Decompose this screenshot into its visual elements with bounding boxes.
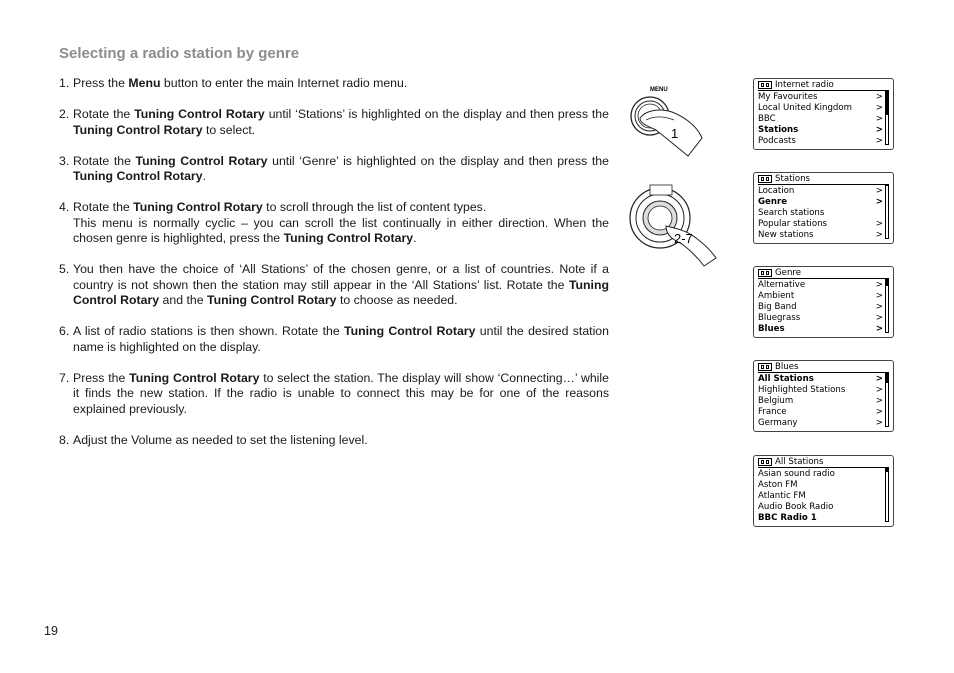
internet-radio-icon: [758, 175, 772, 183]
menu-item: [758, 491, 883, 502]
step-number: 1.: [59, 76, 70, 90]
step-text: Rotate the Tuning Control Rotary to scroll through the list of content types. This menu is normally cyclic – you can scroll the list continually in either direction. When the chosen genre is highlighted, press the Tuning Control Rotary.: [73, 200, 609, 245]
menu-item-label: Local United Kingdom: [758, 103, 852, 113]
menu-item-label: BBC: [758, 114, 776, 124]
instruction-step: [59, 200, 609, 247]
menu-item-highlighted: [758, 513, 883, 524]
scrollbar: [885, 279, 889, 333]
callout-2-7: 2-7: [674, 231, 693, 246]
instruction-step: [59, 154, 609, 185]
internet-radio-icon: [758, 363, 772, 371]
menu-item-label: Audio Book Radio: [758, 502, 834, 512]
scrollbar: [885, 185, 889, 239]
chevron-right-icon: >: [875, 114, 883, 124]
menu-item-label: New stations: [758, 230, 814, 240]
menu-item-label: Blues: [758, 324, 785, 334]
scrollbar-thumb: [886, 374, 888, 383]
lcd-screen-stations: [753, 172, 894, 244]
step-number: 5.: [59, 262, 70, 276]
instruction-step: [59, 433, 609, 449]
menu-label: MENU: [650, 87, 668, 93]
screen-header: [758, 80, 889, 91]
instruction-step: [59, 76, 609, 92]
menu-item: [758, 396, 883, 407]
scrollbar-thumb: [886, 280, 888, 286]
menu-item: [758, 103, 883, 114]
callout-1: 1: [671, 126, 679, 141]
menu-item: [758, 291, 883, 302]
menu-item: [758, 480, 883, 491]
chevron-right-icon: >: [875, 197, 883, 207]
menu-item-label: Highlighted Stations: [758, 385, 846, 395]
menu-item: [758, 418, 883, 429]
chevron-right-icon: >: [875, 313, 883, 323]
chevron-right-icon: >: [875, 230, 883, 240]
screen-title: All Stations: [775, 456, 824, 467]
step-number: 6.: [59, 324, 70, 338]
screen-header: [758, 174, 889, 185]
instruction-step: [59, 262, 609, 309]
menu-item-label: Bluegrass: [758, 313, 801, 323]
menu-item-highlighted: [758, 374, 883, 385]
menu-item-label: My Favourites: [758, 92, 818, 102]
chevron-right-icon: >: [875, 103, 883, 113]
menu-item: [758, 230, 883, 241]
menu-item: [758, 302, 883, 313]
menu-item: [758, 114, 883, 125]
scrollbar: [885, 91, 889, 145]
step-number: 3.: [59, 153, 70, 168]
chevron-right-icon: >: [875, 396, 883, 406]
step-number: 7.: [59, 370, 70, 385]
chevron-right-icon: >: [875, 219, 883, 229]
screen-title: Internet radio: [775, 79, 834, 90]
screen-header: [758, 362, 889, 373]
internet-radio-icon: [758, 458, 772, 466]
step-text: You then have the choice of ‘All Stations’ of the chosen genre, or a list of countries. Note if a country is not shown then the station may still appear in the ‘All Stations’ list. Rotate the Tuning Control Rotary and the Tuning Control Rotary to choose as needed.: [73, 262, 609, 307]
menu-button-illustration: [626, 80, 706, 160]
internet-radio-icon: [758, 81, 772, 89]
instruction-step: [59, 371, 609, 418]
step-number: 8.: [59, 432, 70, 447]
page-title: Selecting a radio station by genre: [59, 45, 300, 62]
chevron-right-icon: >: [875, 302, 883, 312]
chevron-right-icon: >: [875, 385, 883, 395]
menu-item-label: Asian sound radio: [758, 469, 835, 479]
lcd-screen-genre: [753, 266, 894, 338]
menu-item-highlighted: [758, 197, 883, 208]
step-number: 2.: [59, 107, 70, 121]
chevron-right-icon: >: [875, 186, 883, 196]
instruction-list: [59, 76, 609, 464]
tuning-rotary-illustration: [626, 182, 722, 268]
step-text: A list of radio stations is then shown. Rotate the Tuning Control Rotary until the desired station name is highlighted on the display.: [73, 324, 609, 354]
step-text: Press the Tuning Control Rotary to select the station. The display will show ‘Connecting…’ while it finds the new station. If the radio is unable to connect this may be for one of the reasons explained previously.: [73, 370, 609, 416]
menu-item: [758, 208, 883, 219]
menu-item-highlighted: [758, 324, 883, 335]
menu-item-label: Search stations: [758, 208, 825, 218]
menu-item-highlighted: [758, 125, 883, 136]
chevron-right-icon: >: [875, 136, 883, 146]
menu-item: [758, 186, 883, 197]
menu-item-label: Germany: [758, 418, 798, 428]
instruction-step: [59, 324, 609, 355]
step-text: Press the Menu button to enter the main Internet radio menu.: [73, 76, 408, 90]
step-number: 4.: [59, 200, 70, 214]
chevron-right-icon: >: [875, 324, 883, 334]
menu-item-label: Stations: [758, 125, 799, 135]
chevron-right-icon: >: [875, 92, 883, 102]
instruction-step: [59, 107, 609, 138]
step-text: Adjust the Volume as needed to set the listening level.: [73, 432, 368, 447]
step-text: Rotate the Tuning Control Rotary until ‘Genre’ is highlighted on the display and then press the Tuning Control Rotary.: [73, 153, 609, 183]
menu-item-label: Atlantic FM: [758, 491, 806, 501]
menu-item-label: Location: [758, 186, 795, 196]
menu-item: [758, 136, 883, 147]
chevron-right-icon: >: [875, 291, 883, 301]
menu-item: [758, 219, 883, 230]
menu-item-label: Ambient: [758, 291, 795, 301]
scrollbar-thumb: [886, 92, 888, 115]
menu-item: [758, 280, 883, 291]
menu-item: [758, 92, 883, 103]
menu-item-label: Genre: [758, 197, 788, 207]
lcd-screen-all-stations: [753, 455, 894, 527]
lcd-screen-blues: [753, 360, 894, 432]
chevron-right-icon: >: [875, 125, 883, 135]
menu-item: [758, 407, 883, 418]
menu-item-label: Big Band: [758, 302, 797, 312]
menu-item: [758, 469, 883, 480]
menu-item-label: Popular stations: [758, 219, 828, 229]
chevron-right-icon: >: [875, 374, 883, 384]
page-number: 19: [44, 624, 58, 638]
menu-item: [758, 385, 883, 396]
lcd-screen-internet-radio: [753, 78, 894, 150]
screen-header: [758, 268, 889, 279]
scrollbar-thumb: [886, 469, 888, 472]
chevron-right-icon: >: [875, 418, 883, 428]
menu-item: [758, 313, 883, 324]
scrollbar: [885, 373, 889, 427]
menu-item-label: All Stations: [758, 374, 814, 384]
screen-title: Stations: [775, 173, 811, 184]
screen-title: Blues: [775, 361, 799, 372]
step-text: Rotate the Tuning Control Rotary until ‘Stations’ is highlighted on the display and then press the Tuning Control Rotary to select.: [73, 107, 609, 137]
menu-item: [758, 502, 883, 513]
menu-item-label: Belgium: [758, 396, 794, 406]
scrollbar: [885, 468, 889, 522]
menu-item-label: Aston FM: [758, 480, 798, 490]
screen-header: [758, 457, 889, 468]
screen-title: Genre: [775, 267, 802, 278]
chevron-right-icon: >: [875, 407, 883, 417]
menu-item-label: Alternative: [758, 280, 806, 290]
chevron-right-icon: >: [875, 280, 883, 290]
menu-item-label: BBC Radio 1: [758, 513, 817, 523]
internet-radio-icon: [758, 269, 772, 277]
menu-item-label: Podcasts: [758, 136, 796, 146]
menu-item-label: France: [758, 407, 787, 417]
